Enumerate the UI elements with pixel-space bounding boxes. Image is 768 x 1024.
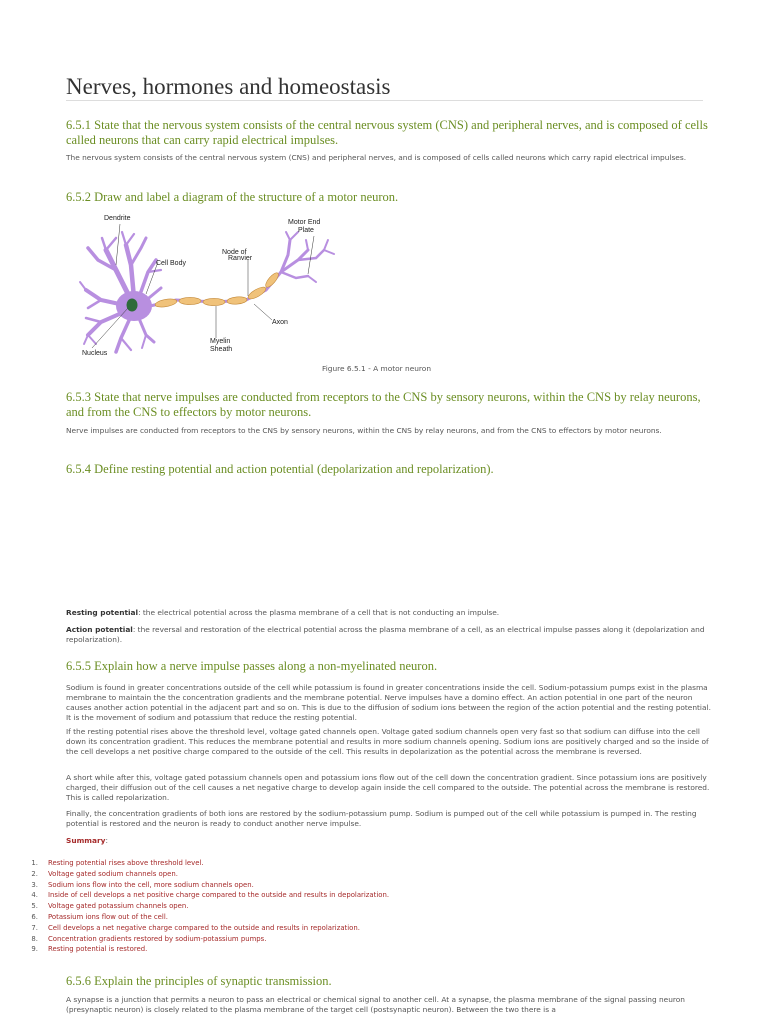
figure-caption: Figure 6.5.1 - A motor neuron [322,364,432,373]
resting-potential-definition [66,608,716,618]
body-6-5-6: A synapse is a junction that permits a neuron to pass an electrical or chemical signal to another cell. At a synapse, the plasma membrane of the signal passing neuron (presynaptic neuron) is closely related to the plasma membrane of the target cell (postsynaptic neuron). Between the two there is a [66,995,685,1014]
body-6-5-5-p3: A short while after this, voltage gated potassium channels open and potassium ions flow out of the cell down the concentration gradient. Since potassium ions are positively charged, their diffusion out of the cell causes a net negative charge to develop again inside the cell compared to the outside. The potential across the membrane is restored. This is called repolarization. [66,773,710,802]
heading-6-5-6: 6.5.6 Explain the principles of synaptic transmission. [66,974,332,988]
label-motor-end-plate-1: Motor End [288,219,321,226]
label-node-of-ranvier-1: Node of [222,249,247,256]
neuron-cell-shape [80,232,281,352]
label-myelin-sheath-1: Myelin [210,338,231,345]
myelin-sheath-segments [155,271,281,309]
body-6-5-5-p1: Sodium is found in greater concentrations outside of the cell while potassium is found in greater concentrations inside the cell. Sodium-potassium pumps exist in the plasma membrane to maintain the the concentration gradients and the membrane potential. Nerve impulses have a domino effect. An action potential in one part of the neuron causes another action potential in the adjacent part and so on. This is due to the diffusion of sodium ions between the region of the action potential and the resting potential. It is the movement of sodium and potassium that reduce the resting potential. [66,683,711,722]
title-divider [66,100,703,101]
label-myelin-sheath-2: Sheath [210,346,233,353]
resting-potential-term: Resting potential [66,608,139,617]
summary-colon: : [105,836,108,845]
label-cell-body: Cell Body [156,260,186,267]
heading-6-5-1: 6.5.1 State that the nervous system consists of the central nervous system (CNS) and peripheral nerves, and is composed of cells called neurons that can carry rapid electrical impulses. [66,118,708,147]
body-6-5-5-p2: If the resting potential rises above the threshold level, voltage gated channels open. Voltage gated sodium channels open very fast so that sodium can diffuse into the cell down its concentration gradient. This reduces the membrane potential and results in more sodium channels opening. Sodium ions are positively charged and so the inside of the cell develops a net positive charge compared to the outside of the cell. This results in depolarization as the potential across the membrane is reversed. [66,727,709,756]
label-axon: Axon [272,319,288,326]
summary-heading [66,836,716,846]
resting-potential-text: : the electrical potential across the plasma membrane of a cell that is not conducting an impulse. [138,608,500,617]
action-potential-term: Action potential [66,625,133,634]
label-nucleus: Nucleus [82,350,108,357]
motor-neuron-diagram [76,210,346,360]
axon-terminals [281,232,334,282]
page-title: Nerves, hormones and homeostasis [66,74,391,99]
summary-label: Summary [66,836,106,845]
label-node-of-ranvier-2: Ranvier [228,255,253,262]
nucleus [127,299,138,312]
body-6-5-1: The nervous system consists of the central nervous system (CNS) and peripheral nerves, and is composed of cells called neurons which carry rapid electrical impulses. [66,153,687,162]
body-6-5-3: Nerve impulses are conducted from receptors to the CNS by sensory neurons, within the CNS by relay neurons, and from the CNS to effectors by motor neurons. [66,426,662,435]
action-potential-text: : the reversal and restoration of the electrical potential across the plasma membrane of a cell, as an electrical impulse passes along it (depolarization and repolarization). [66,625,705,644]
heading-6-5-3: 6.5.3 State that nerve impulses are conducted from receptors to the CNS by sensory neurons, within the CNS by relay neurons, and from the CNS to effectors by motor neurons. [66,390,701,419]
heading-6-5-4: 6.5.4 Define resting potential and action potential (depolarization and repolarization). [66,462,494,476]
label-motor-end-plate-2: Plate [298,227,314,234]
label-dendrite: Dendrite [104,215,131,222]
heading-6-5-2: 6.5.2 Draw and label a diagram of the structure of a motor neuron. [66,190,399,204]
body-6-5-5-p4: Finally, the concentration gradients of both ions are restored by the sodium-potassium pump. Sodium is pumped out of the cell while potassium is pumped in. The resting potential is restored and the neuron is ready to conduct another nerve impulse. [66,809,697,828]
heading-6-5-5: 6.5.5 Explain how a nerve impulse passes along a non-myelinated neuron. [66,659,438,673]
action-potential-definition [66,625,716,645]
